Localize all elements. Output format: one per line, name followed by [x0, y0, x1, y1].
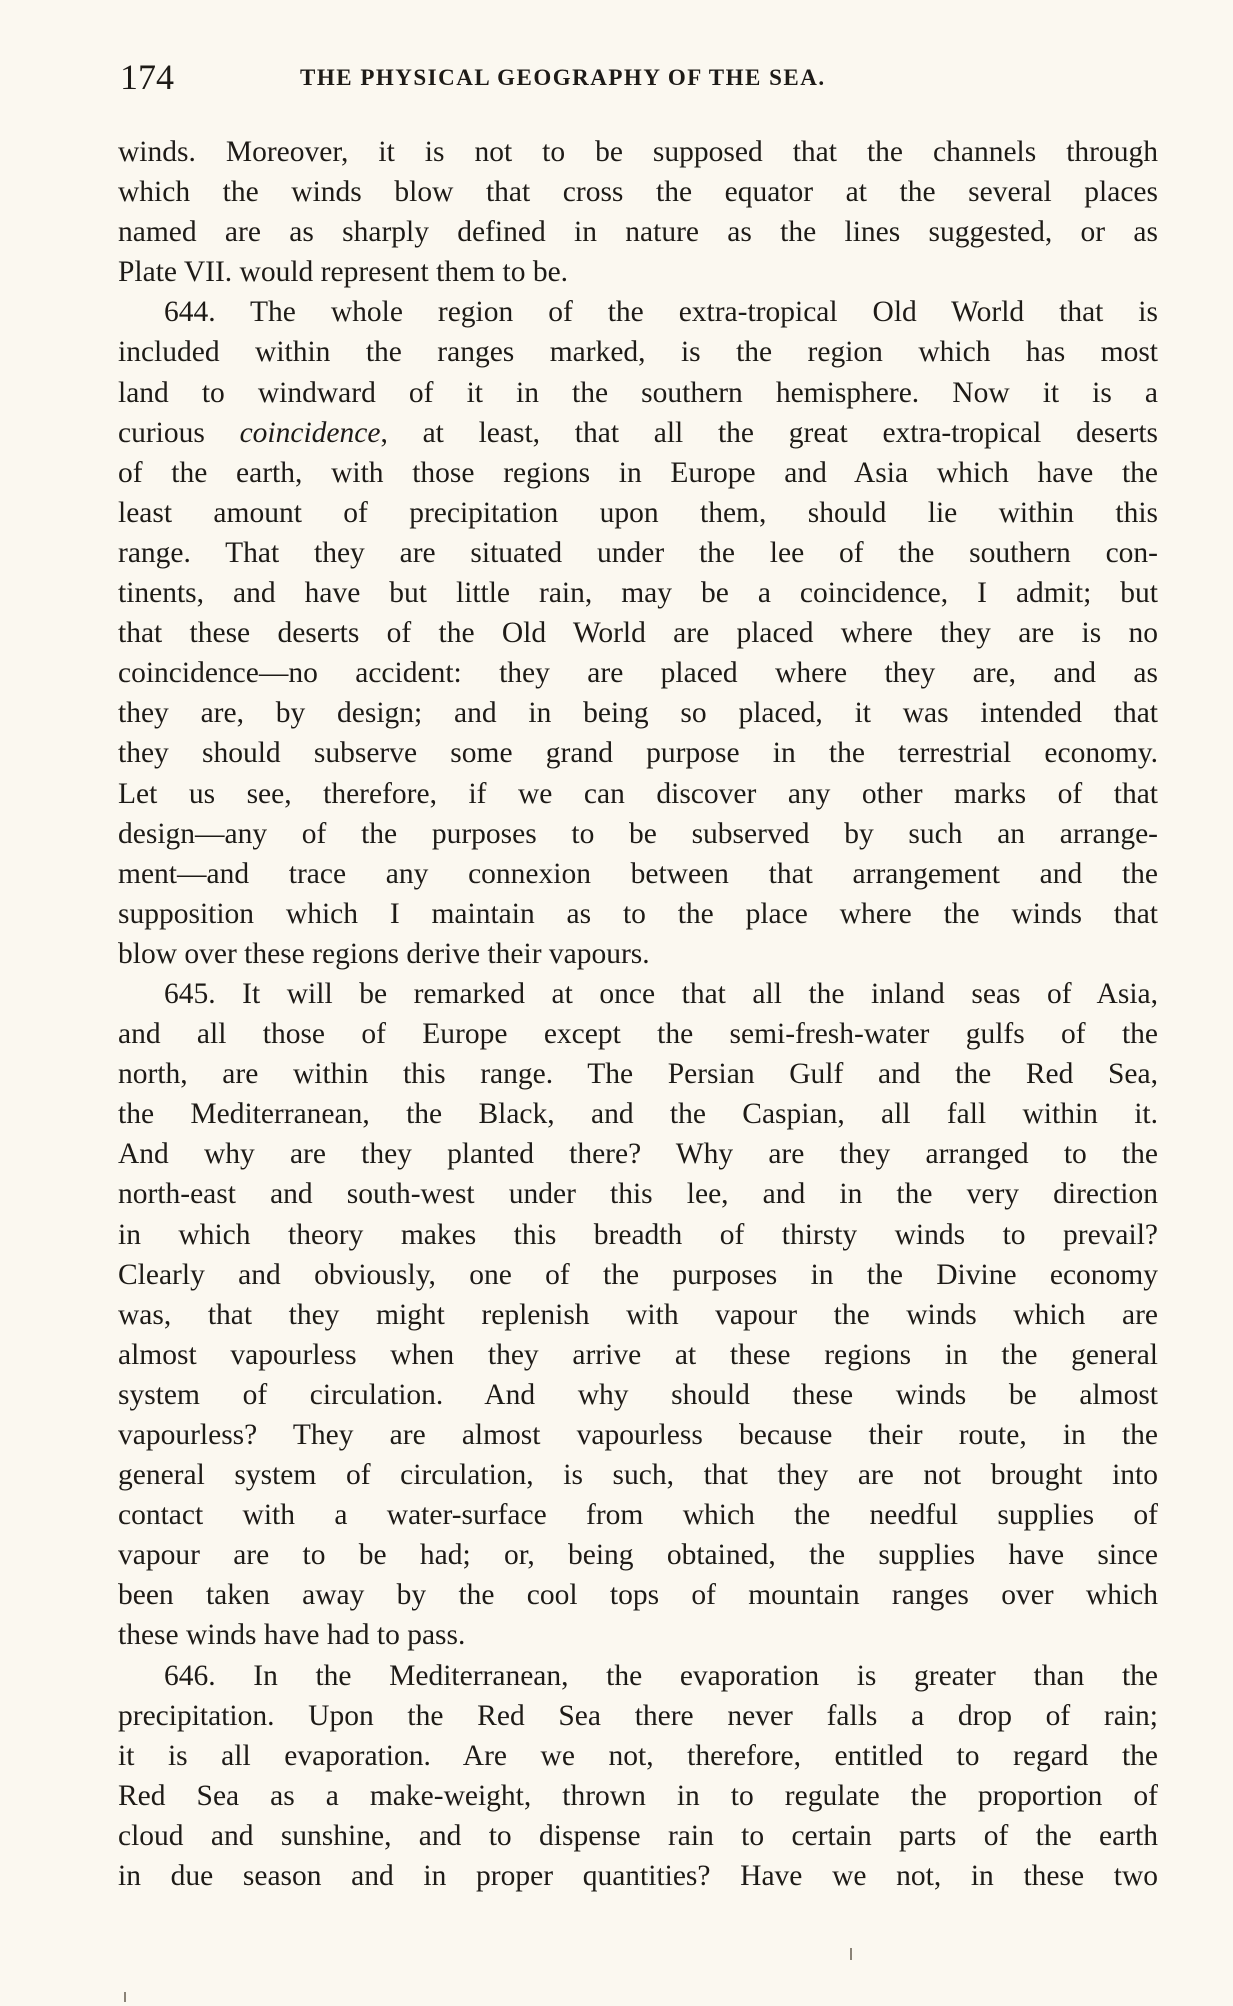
text-line: these winds have had to pass. — [118, 1619, 466, 1652]
text-line: 644. The whole region of the extra-tropical Old World that is — [164, 296, 1158, 329]
text-line: named are as sharply defined in nature as the lines suggested, or as — [118, 216, 1158, 249]
text-line: cloud and sunshine, and to dispense rain to certain parts of the earth — [118, 1819, 1158, 1852]
text-line: precipitation. Upon the Red Sea there never falls a drop of rain; — [118, 1699, 1158, 1732]
text-line: the Mediterranean, the Black, and the Caspian, all fall within it. — [118, 1098, 1158, 1131]
text-line: system of circulation. And why should these winds be almost — [118, 1378, 1158, 1411]
print-speck — [124, 1992, 126, 2002]
text-line: Clearly and obviously, one of the purposes in the Divine economy — [118, 1258, 1158, 1291]
print-speck — [850, 1948, 852, 1960]
text-line: in which theory makes this breadth of thirsty winds to prevail? — [118, 1218, 1158, 1251]
page-number: 174 — [120, 57, 174, 97]
text-line: 646. In the Mediterranean, the evaporation is greater than the — [164, 1659, 1158, 1692]
text-line: design—any of the purposes to be subserved by such an arrange- — [118, 817, 1158, 850]
text-line: they should subserve some grand purpose in the terrestrial economy. — [118, 737, 1158, 770]
text-line: least amount of precipitation upon them, should lie within this — [118, 496, 1158, 529]
text-line: of the earth, with those regions in Europe and Asia which have the — [118, 456, 1158, 489]
text-line — [118, 413, 1158, 453]
text-line: north-east and south-west under this lee, and in the very direction — [118, 1178, 1158, 1211]
text-line: winds. Moreover, it is not to be supposed that the channels through — [118, 136, 1158, 168]
text-line: that these deserts of the Old World are placed where they are is no — [118, 617, 1158, 650]
text-line: vapourless? They are almost vapourless because their route, in the — [118, 1419, 1158, 1451]
text-line: which the winds blow that cross the equator at the several places — [118, 176, 1158, 209]
page-header — [120, 52, 1160, 102]
text-run: curious — [118, 416, 240, 449]
text-line: Red Sea as a make-weight, thrown in to regulate the proportion of — [118, 1779, 1158, 1812]
text-line: vapour are to be had; or, being obtained, the supplies have since — [118, 1539, 1158, 1572]
text-line: tinents, and have but little rain, may be a coincidence, I admit; but — [118, 577, 1158, 610]
text-line: ment—and trace any connexion between that arrangement and the — [118, 857, 1158, 890]
text-run: , at least, that all the great extra-tropical deserts — [380, 416, 1158, 449]
text-line: and all those of Europe except the semi-fresh-water gulfs of the — [118, 1018, 1158, 1051]
text-line: Let us see, therefore, if we can discover any other marks of that — [118, 777, 1158, 810]
running-title: THE PHYSICAL GEOGRAPHY OF THE SEA. — [300, 65, 826, 90]
text-line: was, that they might replenish with vapour the winds which are — [118, 1298, 1158, 1331]
italic-word: coincidence — [239, 416, 381, 449]
text-line: blow over these regions derive their vapours. — [118, 937, 650, 970]
page-body — [118, 132, 1158, 1896]
text-line: general system of circulation, is such, that they are not brought into — [118, 1459, 1158, 1492]
text-line: included within the ranges marked, is the region which has most — [118, 336, 1158, 369]
text-line: in due season and in proper quantities? Have we not, in these two — [118, 1860, 1158, 1893]
text-line: And why are they planted there? Why are they arranged to the — [118, 1138, 1158, 1171]
text-line: contact with a water-surface from which the needful supplies of — [118, 1499, 1158, 1532]
text-line: coincidence—no accident: they are placed where they are, and as — [118, 657, 1158, 690]
text-line: 645. It will be remarked at once that all the inland seas of Asia, — [164, 977, 1158, 1010]
text-line: been taken away by the cool tops of mountain ranges over which — [118, 1579, 1158, 1612]
text-line: north, are within this range. The Persian Gulf and the Red Sea, — [118, 1058, 1158, 1091]
text-line: they are, by design; and in being so placed, it was intended that — [118, 697, 1158, 730]
text-line: land to windward of it in the southern hemisphere. Now it is a — [118, 376, 1158, 409]
text-line: almost vapourless when they arrive at these regions in the general — [118, 1338, 1158, 1371]
text-line: it is all evaporation. Are we not, therefore, entitled to regard the — [118, 1739, 1158, 1772]
text-line: supposition which I maintain as to the place where the winds that — [118, 897, 1158, 930]
text-line: range. That they are situated under the lee of the southern con- — [118, 536, 1158, 569]
text-line: Plate VII. would represent them to be. — [118, 256, 569, 289]
